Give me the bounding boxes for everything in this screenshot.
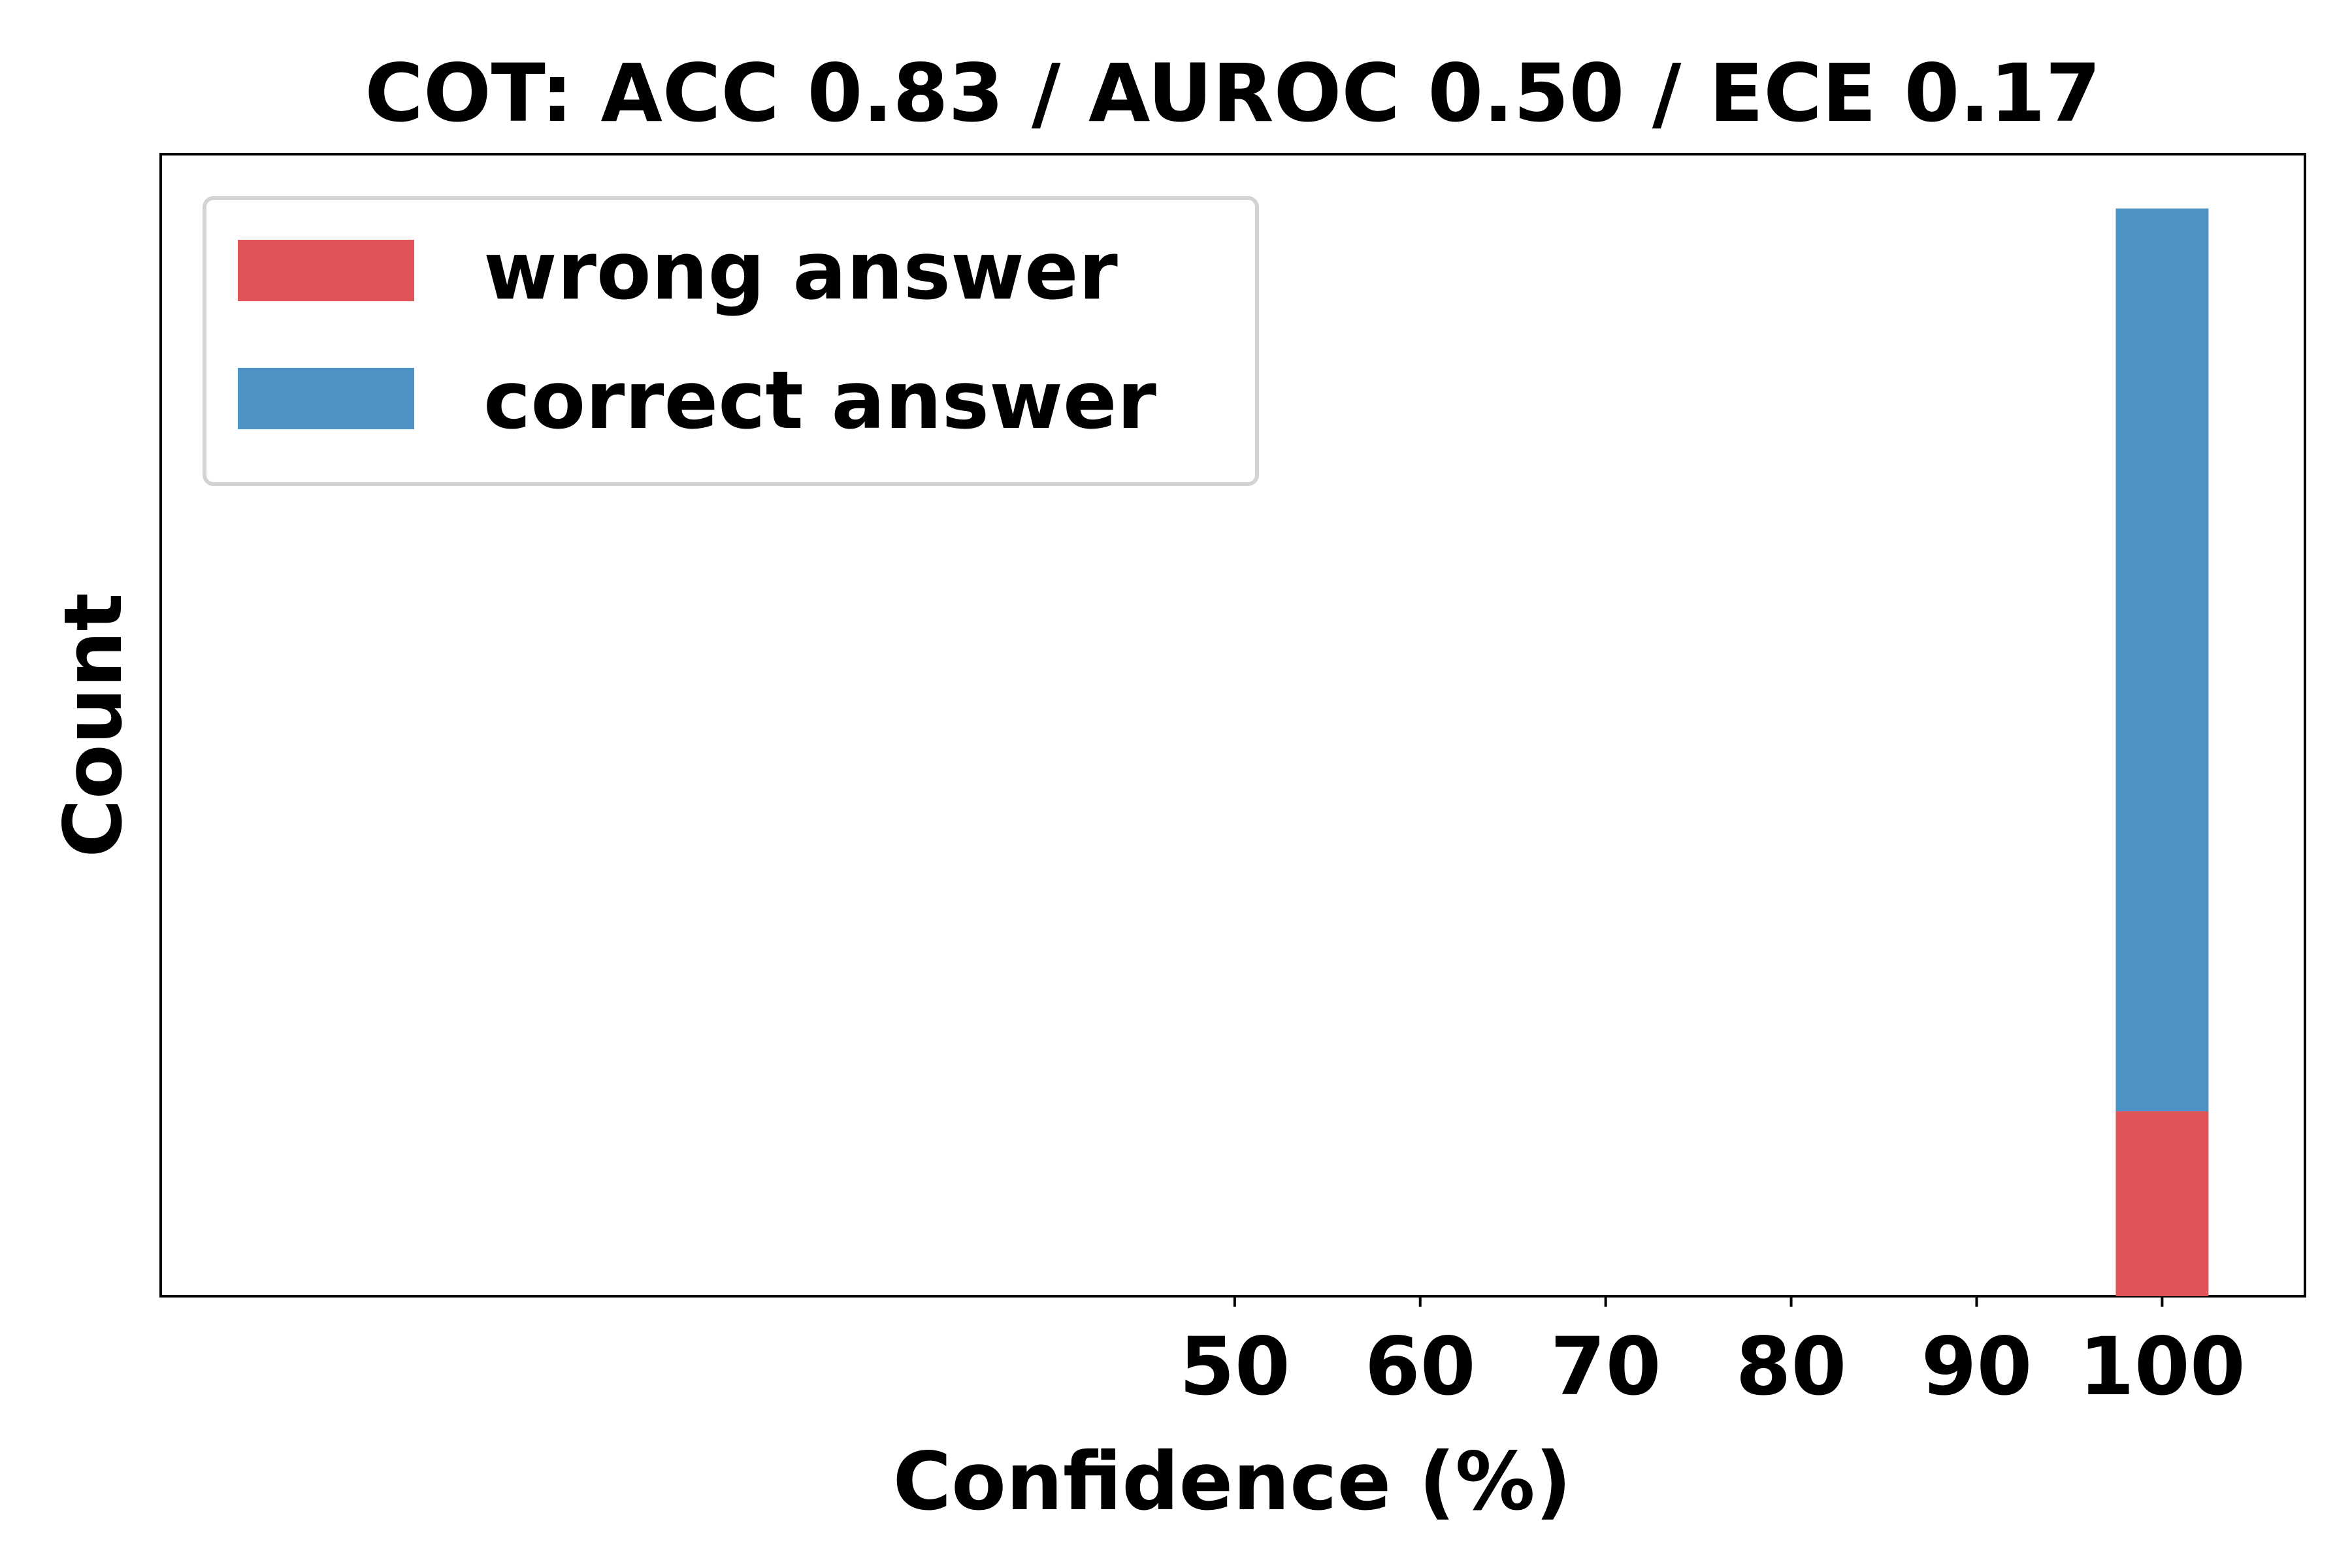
x-tick-label: 100: [2079, 1320, 2246, 1413]
x-tick-label: 60: [1364, 1320, 1476, 1413]
x-tick-label: 90: [1921, 1320, 2033, 1413]
legend-swatch-correct: [238, 368, 414, 429]
x-tick-label: 70: [1550, 1320, 1661, 1413]
legend-label-wrong: wrong answer: [483, 225, 1118, 318]
legend: [204, 198, 1257, 484]
x-axis-ticks: [1179, 1296, 2246, 1413]
bar-wrong-answer: [2115, 1111, 2208, 1296]
x-tick-label: 80: [1735, 1320, 1847, 1413]
bars-group: [2115, 208, 2208, 1296]
x-axis-label: Confidence (%): [892, 1435, 1572, 1528]
legend-label-correct: correct answer: [483, 354, 1156, 447]
y-axis-label: Count: [47, 593, 140, 858]
bar-correct-answer: [2115, 208, 2208, 1111]
x-tick-label: 50: [1179, 1320, 1290, 1413]
legend-swatch-wrong: [238, 240, 414, 301]
chart-title: COT: ACC 0.83 / AUROC 0.50 / ECE 0.17: [365, 47, 2101, 140]
